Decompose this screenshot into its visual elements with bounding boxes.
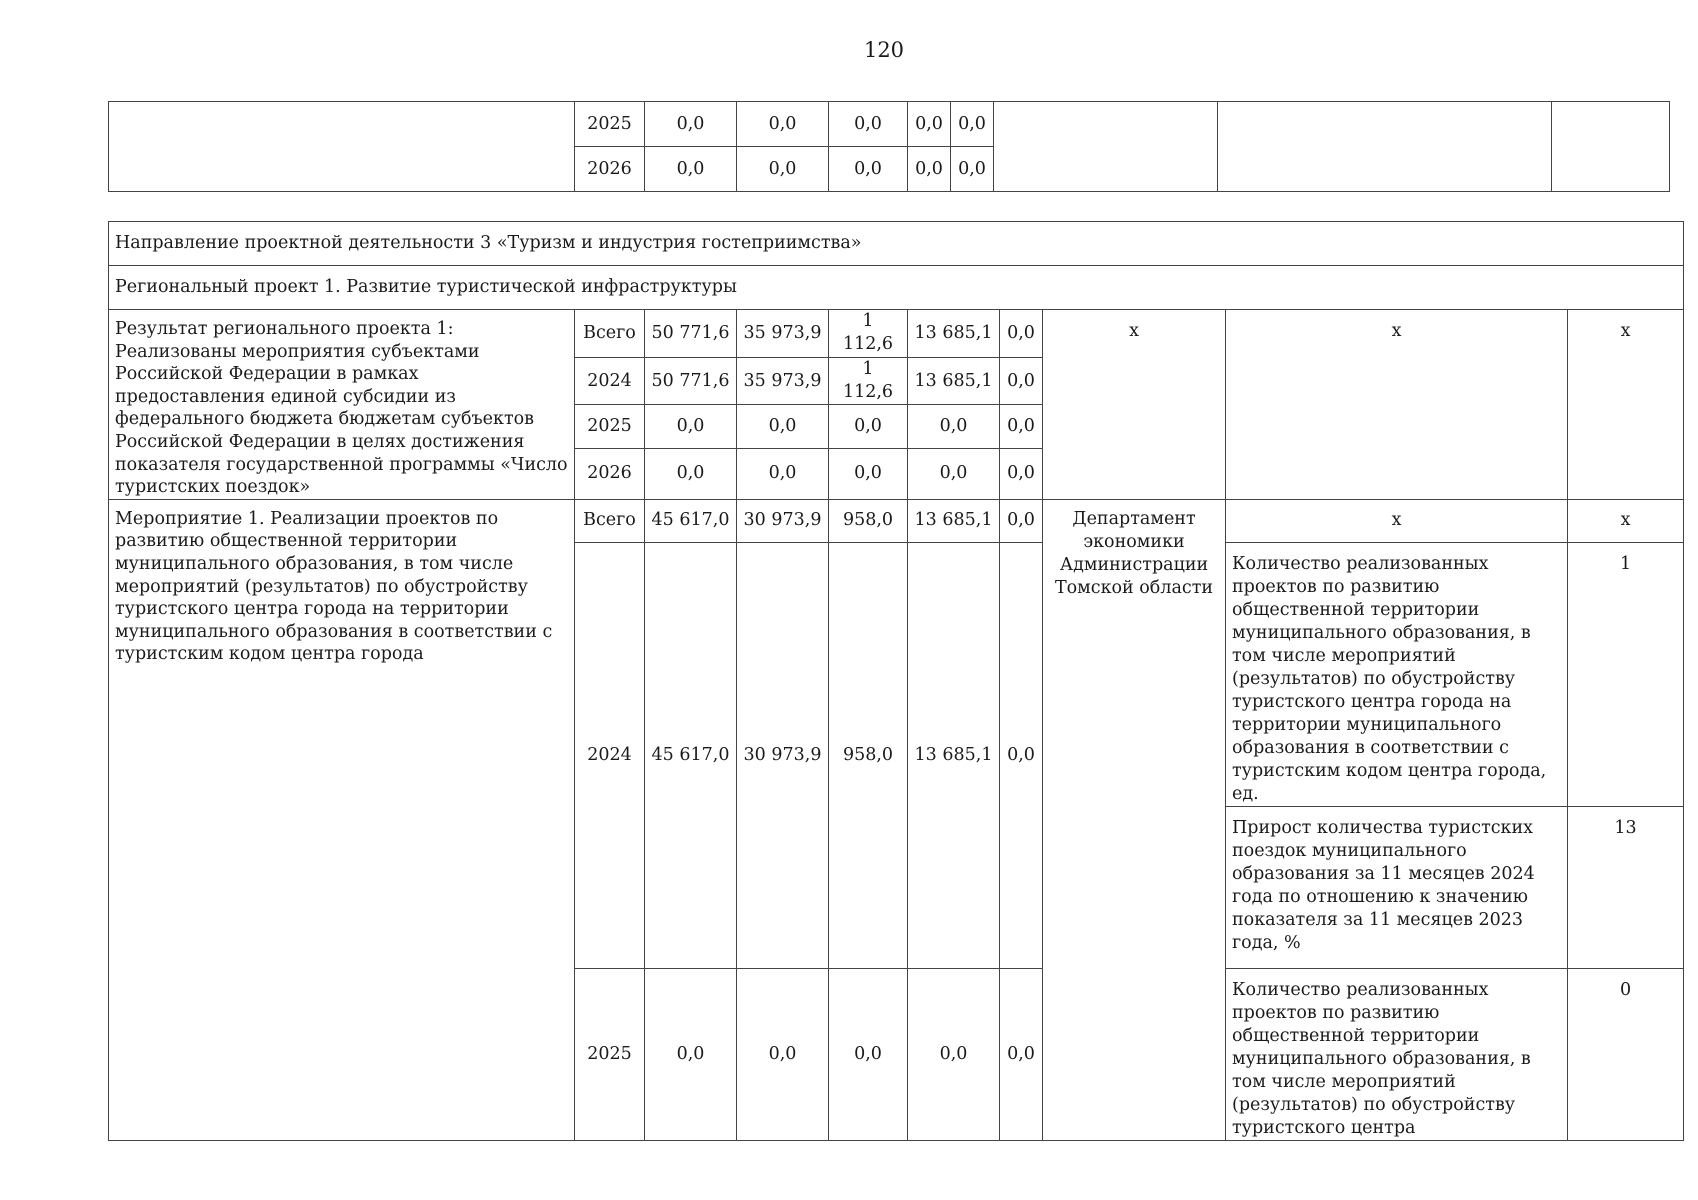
year-cell: Всего bbox=[575, 310, 645, 358]
total-cell: 0,0 bbox=[645, 968, 737, 1140]
other-cell: 0,0 bbox=[1000, 310, 1043, 358]
indicator-value: 13 bbox=[1568, 806, 1684, 968]
empty-cell bbox=[1552, 102, 1670, 192]
other-cell: 0,0 bbox=[1000, 499, 1043, 542]
municipal-cell: 13 685,1 bbox=[908, 310, 1000, 358]
municipal-cell: 0,0 bbox=[908, 147, 951, 192]
other-cell: 0,0 bbox=[951, 102, 994, 147]
direction-row bbox=[109, 222, 1684, 266]
year-cell: 2026 bbox=[575, 449, 645, 500]
empty-cell bbox=[1218, 102, 1552, 192]
municipal-cell: 0,0 bbox=[908, 449, 1000, 500]
other-cell: 0,0 bbox=[1000, 449, 1043, 500]
regional-cell: 958,0 bbox=[829, 542, 908, 968]
value-cell: х bbox=[1568, 310, 1684, 500]
total-cell: 0,0 bbox=[645, 405, 737, 449]
regional-cell: 1 112,6 bbox=[829, 310, 908, 358]
continuation-table bbox=[108, 101, 1670, 192]
indicator-text: Прирост количества туристских поездок муниципального образования за 11 месяцев 2024 года по отношению к значению показателя за 11 месяцев 2023 года, % bbox=[1226, 806, 1568, 968]
federal-cell: 35 973,9 bbox=[737, 310, 829, 358]
indicator-value: 0 bbox=[1568, 968, 1684, 1140]
federal-cell: 30 973,9 bbox=[737, 499, 829, 542]
municipal-cell: 13 685,1 bbox=[908, 542, 1000, 968]
federal-cell: 0,0 bbox=[737, 968, 829, 1140]
year-cell: 2025 bbox=[575, 102, 645, 147]
direction-title: Направление проектной деятельности 3 «Туризм и индустрия гостеприимства» bbox=[109, 222, 1684, 266]
year-cell: 2024 bbox=[575, 357, 645, 405]
municipal-cell: 0,0 bbox=[908, 102, 951, 147]
federal-cell: 0,0 bbox=[737, 405, 829, 449]
result-description: Результат регионального проекта 1: Реализованы мероприятия субъектами Российской Федерации в рамках предоставления единой субсидии из федерального бюджета бюджетам субъектов Российской Федерации в целях достижения показателя государственной программы «Число туристских поездок» bbox=[109, 310, 575, 500]
regional-cell: 0,0 bbox=[829, 147, 908, 192]
indicator-value: 1 bbox=[1568, 542, 1684, 806]
federal-cell: 0,0 bbox=[737, 449, 829, 500]
main-table bbox=[108, 221, 1684, 1141]
other-cell: 0,0 bbox=[951, 147, 994, 192]
federal-cell: 35 973,9 bbox=[737, 357, 829, 405]
table-row bbox=[109, 499, 1684, 542]
year-cell: 2024 bbox=[575, 542, 645, 968]
year-cell: 2026 bbox=[575, 147, 645, 192]
total-cell: 50 771,6 bbox=[645, 357, 737, 405]
year-cell: Всего bbox=[575, 499, 645, 542]
total-cell: 0,0 bbox=[645, 147, 737, 192]
value-cell: х bbox=[1568, 499, 1684, 542]
table-row bbox=[109, 102, 1670, 147]
federal-cell: 30 973,9 bbox=[737, 542, 829, 968]
activity-description: Мероприятие 1. Реализации проектов по развитию общественной территории муниципального образования, в том числе мероприятий (результатов) по обустройству туристского центра города на территории муниципального образования в соответствии с туристским кодом центра города bbox=[109, 499, 575, 1140]
federal-cell: 0,0 bbox=[737, 102, 829, 147]
project-row bbox=[109, 266, 1684, 310]
indicator-cell: х bbox=[1226, 310, 1568, 500]
total-cell: 0,0 bbox=[645, 102, 737, 147]
municipal-cell: 13 685,1 bbox=[908, 357, 1000, 405]
regional-cell: 958,0 bbox=[829, 499, 908, 542]
federal-cell: 0,0 bbox=[737, 147, 829, 192]
regional-cell: 0,0 bbox=[829, 449, 908, 500]
indicator-text: Количество реализованных проектов по развитию общественной территории муниципального образования, в том числе мероприятий (результатов) по обустройству туристского центра bbox=[1226, 968, 1568, 1140]
project-title: Региональный проект 1. Развитие туристической инфраструктуры bbox=[109, 266, 1684, 310]
regional-cell: 0,0 bbox=[829, 968, 908, 1140]
regional-cell: 0,0 bbox=[829, 405, 908, 449]
total-cell: 45 617,0 bbox=[645, 499, 737, 542]
indicator-text: Количество реализованных проектов по развитию общественной территории муниципального образования, в том числе мероприятий (результатов) по обустройству туристского центра города на территории муниципального образования в соответствии с туристским кодом центра города, ед. bbox=[1226, 542, 1568, 806]
year-cell: 2025 bbox=[575, 405, 645, 449]
total-cell: 45 617,0 bbox=[645, 542, 737, 968]
municipal-cell: 0,0 bbox=[908, 968, 1000, 1140]
municipal-cell: 0,0 bbox=[908, 405, 1000, 449]
total-cell: 50 771,6 bbox=[645, 310, 737, 358]
year-cell: 2025 bbox=[575, 968, 645, 1140]
regional-cell: 1 112,6 bbox=[829, 357, 908, 405]
indicator-cell: х bbox=[1226, 499, 1568, 542]
other-cell: 0,0 bbox=[1000, 968, 1043, 1140]
other-cell: 0,0 bbox=[1000, 405, 1043, 449]
responsible-cell: х bbox=[1043, 310, 1226, 500]
responsible-department: Департамент экономики Администрации Томской области bbox=[1043, 499, 1226, 1140]
page-number: 120 bbox=[863, 38, 905, 62]
empty-cell bbox=[109, 102, 575, 192]
total-cell: 0,0 bbox=[645, 449, 737, 500]
regional-cell: 0,0 bbox=[829, 102, 908, 147]
empty-cell bbox=[994, 102, 1218, 192]
other-cell: 0,0 bbox=[1000, 542, 1043, 968]
municipal-cell: 13 685,1 bbox=[908, 499, 1000, 542]
table-row bbox=[109, 310, 1684, 358]
other-cell: 0,0 bbox=[1000, 357, 1043, 405]
